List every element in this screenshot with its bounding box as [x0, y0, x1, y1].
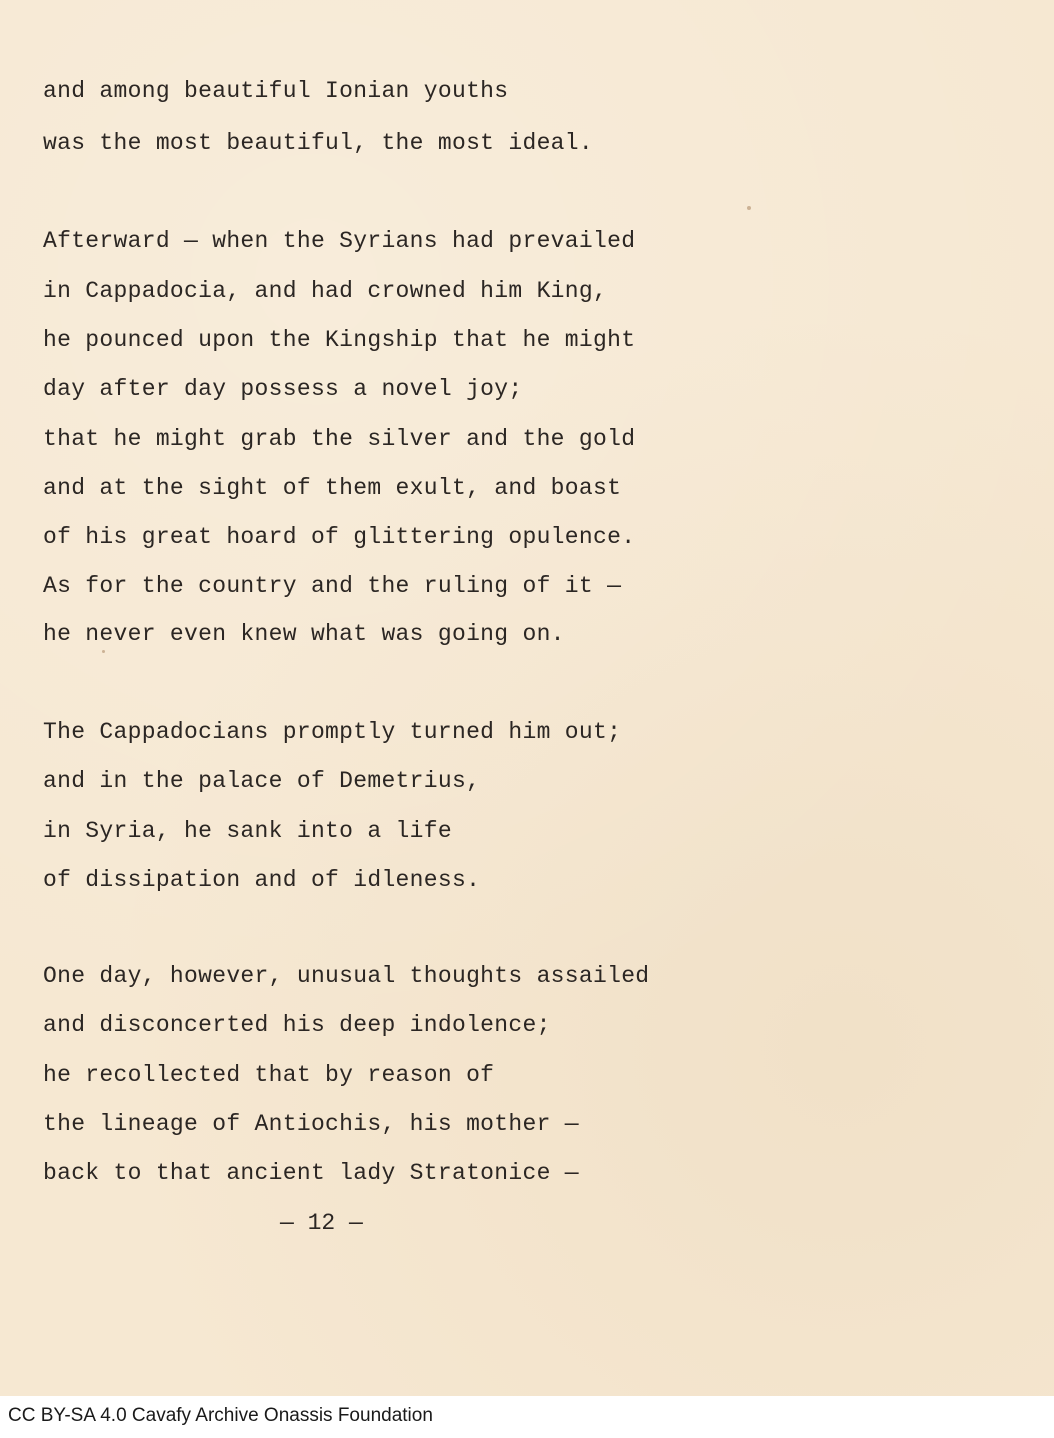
poem-line: and at the sight of them exult, and boast	[43, 475, 622, 501]
poem-line: and in the palace of Demetrius,	[43, 768, 481, 794]
poem-line: of dissipation and of idleness.	[43, 867, 481, 893]
poem-line: and disconcerted his deep indolence;	[43, 1012, 551, 1038]
poem-line: in Cappadocia, and had crowned him King,	[43, 278, 608, 304]
poem-line: of his great hoard of glittering opulence.	[43, 524, 636, 550]
credit-bar	[0, 1396, 1054, 1438]
poem-line: he pounced upon the Kingship that he might	[43, 327, 636, 353]
poem-line: the lineage of Antiochis, his mother —	[43, 1111, 579, 1137]
poem-line: back to that ancient lady Stratonice —	[43, 1160, 579, 1186]
paper-speck	[102, 650, 105, 653]
poem-line: day after day possess a novel joy;	[43, 376, 523, 402]
poem-line: One day, however, unusual thoughts assailed	[43, 963, 650, 989]
page-number: — 12 —	[280, 1210, 363, 1236]
poem-line: he recollected that by reason of	[43, 1062, 495, 1088]
poem-line: Afterward — when the Syrians had prevailed	[43, 228, 636, 254]
poem-line: and among beautiful Ionian youths	[43, 78, 509, 104]
license-credit: CC BY-SA 4.0 Cavafy Archive Onassis Foundation	[8, 1405, 433, 1426]
poem-line: that he might grab the silver and the gold	[43, 426, 636, 452]
poem-line: in Syria, he sank into a life	[43, 818, 452, 844]
poem-line: As for the country and the ruling of it —	[43, 573, 622, 599]
poem-line: he never even knew what was going on.	[43, 621, 565, 647]
poem-line: The Cappadocians promptly turned him out;	[43, 719, 622, 745]
poem-line: was the most beautiful, the most ideal.	[43, 130, 593, 156]
paper-speck	[747, 206, 751, 210]
